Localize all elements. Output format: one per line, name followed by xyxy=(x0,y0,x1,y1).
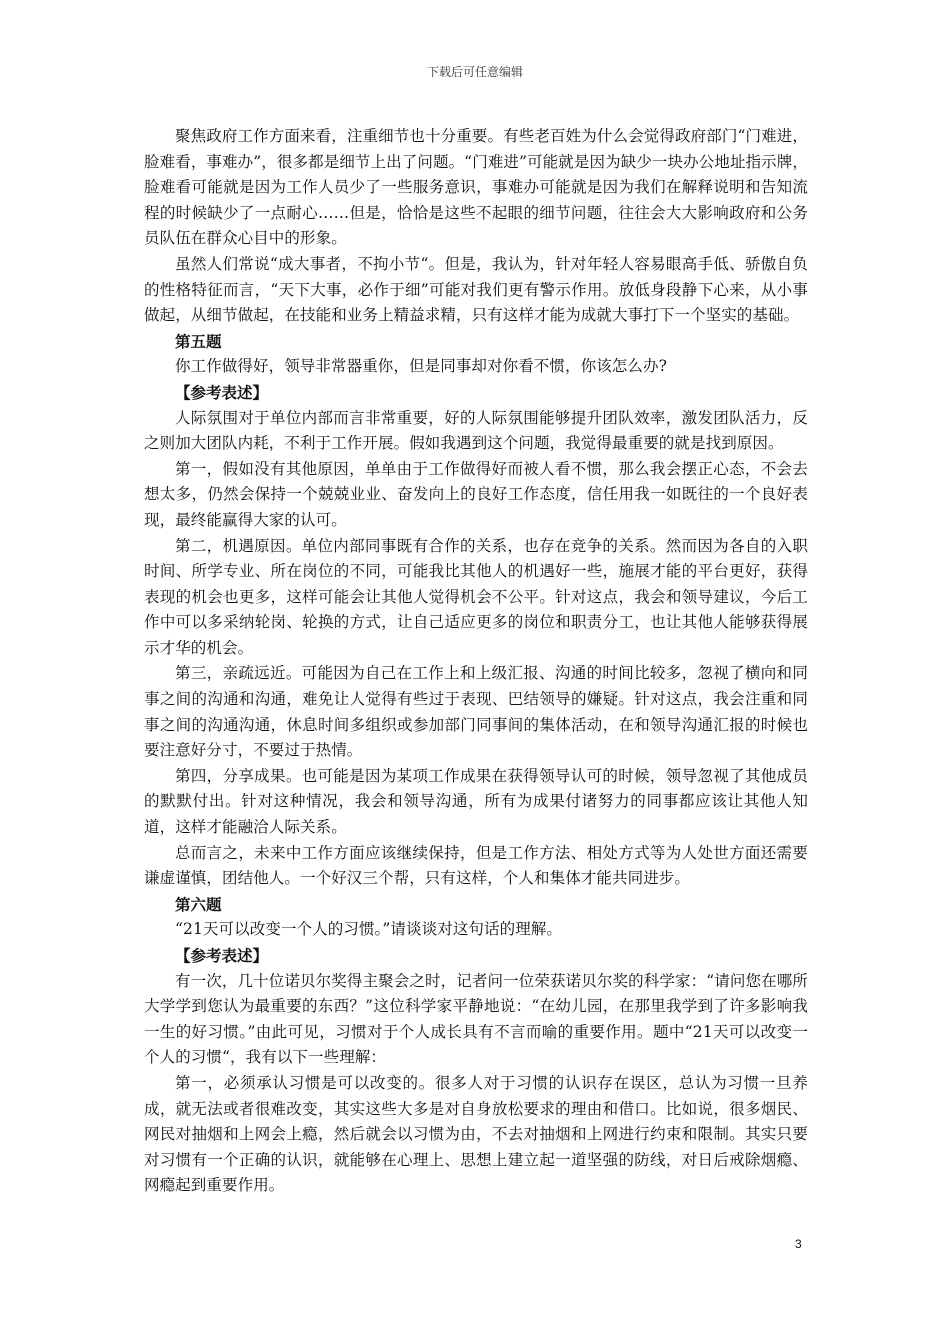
question-5-heading: 第五题 xyxy=(175,331,222,351)
page-header: 下载后可任意编辑 xyxy=(426,65,523,79)
paragraph-summary: 总而言之，未来中工作方面应该继续保持，但是工作方法、相处方式等为人处世方面还需要谦虚谨慎，团结他人。一个好汉三个帮，只有这样，个人和集体才能共同进步。 xyxy=(144,843,808,888)
paragraph-third-reason: 第三，亲疏远近。可能因为自己在工作上和上级汇报、沟通的时间比较多，忽视了横向和同事之间的沟通和沟通，难免让人觉得有些过于表现、巴结领导的嫌疑。针对这点，我会注重和同事之间的沟通沟通，休息时间多组织或参加部门同事间的集体活动，在和领导沟通汇报的时候也要注意好分寸，不要过于热情。 xyxy=(144,664,808,760)
paragraph-first-reason: 第一，假如没有其他原因，单单由于工作做得好而被人看不惯，那么我会摆正心态，不会去想太多，仍然会保持一个兢兢业业、奋发向上的良好工作态度，信任用我一如既往的一个良好表现，最终能赢得大家的认可。 xyxy=(144,459,808,529)
paragraph-nobel-anecdote: 有一次，几十位诺贝尔奖得主聚会之时，记者问一位荣获诺贝尔奖的科学家：“请问您在哪所大学学到您认为最重要的东西？”这位科学家平静地说：“在幼儿园，在那里我学到了许多影响我一生的好习惯。”由此可见，习惯对于个人成长具有不言而喻的重要作用。题中“21天可以改变一个人的习惯“，我有以下一些理解： xyxy=(144,971,808,1067)
question-6-reference-heading: 【参考表述】 xyxy=(175,946,269,965)
question-6-heading: 第六题 xyxy=(175,894,222,914)
document-body xyxy=(144,124,808,1199)
paragraph-detail-government: 聚焦政府工作方面来看，注重细节也十分重要。有些老百姓为什么会觉得政府部门“门难进，脸难看，事难办”，很多都是细节上出了问题。“门难进”可能就是因为缺少一块办公地址指示牌，脸难看可能就是因为工作人员少了一些服务意识，事难办可能就是因为我们在解释说明和告知流程的时候缺少了一点耐心……但是，恰恰是这些不起眼的细节问题，往往会大大影响政府和公务员队伍在群众心目中的形象。 xyxy=(144,127,808,248)
paragraph-fourth-reason: 第四，分享成果。也可能是因为某项工作成果在获得领导认可的时候，领导忽视了其他成员的默默付出。针对这种情况，我会和领导沟通，所有为成果付诸努力的同事都应该让其他人知道，这样才能融洽人际关系。 xyxy=(144,766,808,837)
paragraph-interpersonal-atmosphere: 人际氛围对于单位内部而言非常重要，好的人际氛围能够提升团队效率，激发团队活力，反之则加大团队内耗，不利于工作开展。假如我遇到这个问题，我觉得最重要的就是找到原因。 xyxy=(144,408,808,453)
page-number: 3 xyxy=(795,1237,802,1251)
question-5-text: 你工作做得好，领导非常器重你，但是同事却对你看不惯，你该怎么办? xyxy=(175,357,668,376)
paragraph-second-reason: 第二，机遇原因。单位内部同事既有合作的关系，也存在竞争的关系。然而因为各自的入职时间、所学专业、所在岗位的不同，可能我比其他人的机遇好一些，施展才能的平台更好，获得表现的机会也更多，这样可能会让其他人觉得机会不公平。针对这点，我会和领导建议，今后工作中可以多采纳轮岗、轮换的方式，让自己适应更多的岗位和职责分工，也让其他人能够获得展示才华的机会。 xyxy=(144,536,808,657)
question-5-reference-heading: 【参考表述】 xyxy=(175,382,269,402)
paragraph-habits-changeable: 第一，必须承认习惯是可以改变的。很多人对于习惯的认识存在误区，总认为习惯一旦养成，就无法或者很难改变，其实这些大多是对自身放松要求的理由和借口。比如说，很多烟民、网民对抽烟和上网会上瘾，然后就会以习惯为由，不去对抽烟和上网进行约束和限制。其实只要对习惯有一个正确的认识，就能够在心理上、思想上建立起一道坚强的防线，对日后戒除烟瘾、网瘾起到重要作用。 xyxy=(144,1073,808,1195)
paragraph-detail-conclusion: 虽然人们常说“成大事者，不拘小节“。但是，我认为，针对年轻人容易眼高手低、骄傲自负的性格特征而言，“天下大事，必作于细”可能对我们更有警示作用。放低身段静下心来，从小事做起，从细节做起，在技能和业务上精益求精，只有这样才能为成就大事打下一个坚实的基础。 xyxy=(144,254,808,325)
question-6-text: “21天可以改变一个人的习惯。”请谈谈对这句话的理解。 xyxy=(175,920,563,939)
